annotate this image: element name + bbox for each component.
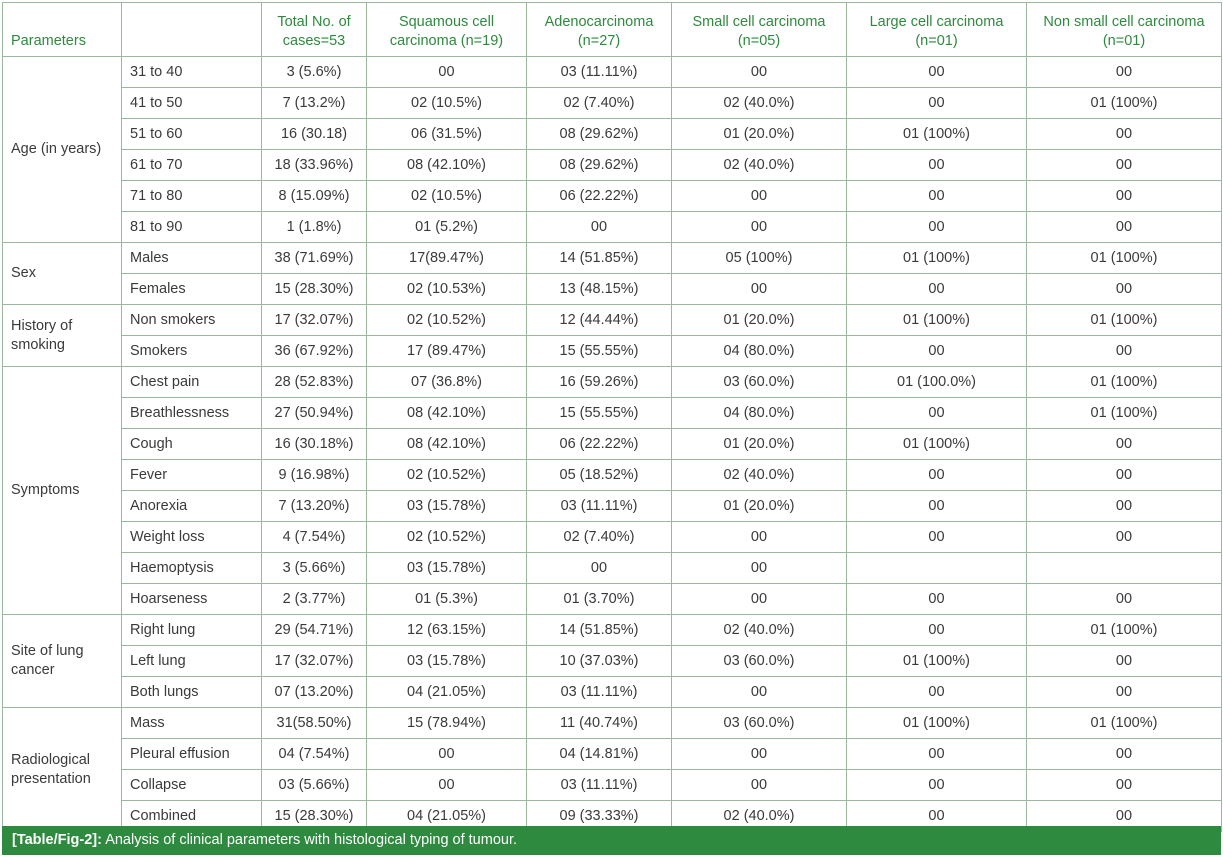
cell-squamous: 02 (10.5%) bbox=[367, 88, 527, 119]
cell-squamous: 12 (63.15%) bbox=[367, 615, 527, 646]
cell-subparameter: 71 to 80 bbox=[122, 181, 262, 212]
cell-adenocarcinoma: 05 (18.52%) bbox=[527, 460, 672, 491]
cell-non-small-cell: 00 bbox=[1027, 739, 1222, 770]
cell-total: 31(58.50%) bbox=[262, 708, 367, 739]
cell-small-cell: 00 bbox=[672, 522, 847, 553]
cell-adenocarcinoma: 16 (59.26%) bbox=[527, 367, 672, 398]
cell-large-cell: 01 (100%) bbox=[847, 646, 1027, 677]
cell-total: 03 (5.66%) bbox=[262, 770, 367, 801]
cell-adenocarcinoma: 08 (29.62%) bbox=[527, 119, 672, 150]
cell-large-cell: 00 bbox=[847, 88, 1027, 119]
cell-total: 3 (5.6%) bbox=[262, 57, 367, 88]
table-row bbox=[3, 553, 1222, 584]
cell-small-cell: 00 bbox=[672, 274, 847, 305]
cell-subparameter: Right lung bbox=[122, 615, 262, 646]
cell-small-cell: 03 (60.0%) bbox=[672, 708, 847, 739]
cell-small-cell: 03 (60.0%) bbox=[672, 367, 847, 398]
cell-adenocarcinoma: 14 (51.85%) bbox=[527, 243, 672, 274]
cell-non-small-cell bbox=[1027, 553, 1222, 584]
cell-total: 17 (32.07%) bbox=[262, 305, 367, 336]
table-row bbox=[3, 460, 1222, 491]
cell-squamous: 02 (10.52%) bbox=[367, 305, 527, 336]
cell-adenocarcinoma: 02 (7.40%) bbox=[527, 522, 672, 553]
cell-adenocarcinoma: 15 (55.55%) bbox=[527, 398, 672, 429]
table-row bbox=[3, 770, 1222, 801]
cell-subparameter: Chest pain bbox=[122, 367, 262, 398]
cell-adenocarcinoma: 03 (11.11%) bbox=[527, 677, 672, 708]
cell-subparameter: Collapse bbox=[122, 770, 262, 801]
cell-small-cell: 00 bbox=[672, 553, 847, 584]
cell-non-small-cell: 01 (100%) bbox=[1027, 615, 1222, 646]
cell-large-cell: 00 bbox=[847, 181, 1027, 212]
cell-small-cell: 04 (80.0%) bbox=[672, 398, 847, 429]
cell-squamous: 02 (10.52%) bbox=[367, 460, 527, 491]
cell-adenocarcinoma: 00 bbox=[527, 553, 672, 584]
cell-squamous: 08 (42.10%) bbox=[367, 150, 527, 181]
cell-small-cell: 01 (20.0%) bbox=[672, 429, 847, 460]
table-row bbox=[3, 739, 1222, 770]
header-cell-squamous: Squamous cell carcinoma (n=19) bbox=[367, 3, 527, 57]
cell-small-cell: 02 (40.0%) bbox=[672, 801, 847, 832]
cell-squamous: 15 (78.94%) bbox=[367, 708, 527, 739]
table-row bbox=[3, 677, 1222, 708]
cell-small-cell: 05 (100%) bbox=[672, 243, 847, 274]
cell-large-cell bbox=[847, 553, 1027, 584]
cell-large-cell: 01 (100%) bbox=[847, 305, 1027, 336]
group-label: Radiological presentation bbox=[3, 708, 122, 832]
cell-squamous: 01 (5.3%) bbox=[367, 584, 527, 615]
group-label: Sex bbox=[3, 243, 122, 305]
cell-non-small-cell: 00 bbox=[1027, 429, 1222, 460]
cell-squamous: 02 (10.52%) bbox=[367, 522, 527, 553]
table-row bbox=[3, 646, 1222, 677]
table-row bbox=[3, 119, 1222, 150]
cell-large-cell: 00 bbox=[847, 274, 1027, 305]
cell-non-small-cell: 00 bbox=[1027, 150, 1222, 181]
caption-text: Analysis of clinical parameters with histological typing of tumour. bbox=[105, 832, 518, 848]
cell-squamous: 03 (15.78%) bbox=[367, 491, 527, 522]
cell-subparameter: Pleural effusion bbox=[122, 739, 262, 770]
table-row bbox=[3, 615, 1222, 646]
header-cell-small-cell: Small cell carcinoma (n=05) bbox=[672, 3, 847, 57]
cell-large-cell: 01 (100%) bbox=[847, 243, 1027, 274]
cell-total: 18 (33.96%) bbox=[262, 150, 367, 181]
cell-large-cell: 00 bbox=[847, 677, 1027, 708]
cell-total: 2 (3.77%) bbox=[262, 584, 367, 615]
cell-non-small-cell: 01 (100%) bbox=[1027, 398, 1222, 429]
cell-small-cell: 03 (60.0%) bbox=[672, 646, 847, 677]
cell-subparameter: Cough bbox=[122, 429, 262, 460]
cell-small-cell: 00 bbox=[672, 677, 847, 708]
header-cell-subparameter bbox=[122, 3, 262, 57]
cell-adenocarcinoma: 06 (22.22%) bbox=[527, 429, 672, 460]
cell-squamous: 00 bbox=[367, 57, 527, 88]
table-row bbox=[3, 491, 1222, 522]
table-row bbox=[3, 584, 1222, 615]
table-row bbox=[3, 243, 1222, 274]
cell-adenocarcinoma: 11 (40.74%) bbox=[527, 708, 672, 739]
group-label: Age (in years) bbox=[3, 57, 122, 243]
cell-non-small-cell: 00 bbox=[1027, 491, 1222, 522]
cell-non-small-cell: 00 bbox=[1027, 522, 1222, 553]
cell-total: 04 (7.54%) bbox=[262, 739, 367, 770]
caption-label: [Table/Fig-2]: bbox=[12, 832, 102, 848]
cell-non-small-cell: 00 bbox=[1027, 584, 1222, 615]
cell-non-small-cell: 00 bbox=[1027, 274, 1222, 305]
table-body bbox=[3, 57, 1222, 832]
cell-subparameter: 61 to 70 bbox=[122, 150, 262, 181]
cell-squamous: 17 (89.47%) bbox=[367, 336, 527, 367]
cell-total: 15 (28.30%) bbox=[262, 801, 367, 832]
cell-large-cell: 01 (100%) bbox=[847, 429, 1027, 460]
table-row bbox=[3, 708, 1222, 739]
cell-squamous: 03 (15.78%) bbox=[367, 553, 527, 584]
cell-large-cell: 01 (100%) bbox=[847, 119, 1027, 150]
group-label: History of smoking bbox=[3, 305, 122, 367]
cell-non-small-cell: 01 (100%) bbox=[1027, 367, 1222, 398]
cell-non-small-cell: 00 bbox=[1027, 801, 1222, 832]
cell-small-cell: 02 (40.0%) bbox=[672, 615, 847, 646]
cell-small-cell: 04 (80.0%) bbox=[672, 336, 847, 367]
cell-subparameter: 31 to 40 bbox=[122, 57, 262, 88]
cell-subparameter: Breathlessness bbox=[122, 398, 262, 429]
cell-non-small-cell: 00 bbox=[1027, 212, 1222, 243]
table-row bbox=[3, 88, 1222, 119]
cell-small-cell: 00 bbox=[672, 57, 847, 88]
cell-squamous: 03 (15.78%) bbox=[367, 646, 527, 677]
cell-adenocarcinoma: 03 (11.11%) bbox=[527, 57, 672, 88]
cell-large-cell: 00 bbox=[847, 770, 1027, 801]
cell-non-small-cell: 00 bbox=[1027, 677, 1222, 708]
cell-small-cell: 00 bbox=[672, 181, 847, 212]
cell-adenocarcinoma: 04 (14.81%) bbox=[527, 739, 672, 770]
cell-total: 7 (13.20%) bbox=[262, 491, 367, 522]
cell-squamous: 06 (31.5%) bbox=[367, 119, 527, 150]
cell-subparameter: Hoarseness bbox=[122, 584, 262, 615]
header-cell-total: Total No. of cases=53 bbox=[262, 3, 367, 57]
cell-subparameter: Males bbox=[122, 243, 262, 274]
table-caption bbox=[2, 826, 1221, 855]
cell-non-small-cell: 01 (100%) bbox=[1027, 88, 1222, 119]
cell-small-cell: 00 bbox=[672, 212, 847, 243]
cell-large-cell: 00 bbox=[847, 584, 1027, 615]
cell-subparameter: Anorexia bbox=[122, 491, 262, 522]
cell-small-cell: 01 (20.0%) bbox=[672, 305, 847, 336]
cell-squamous: 07 (36.8%) bbox=[367, 367, 527, 398]
cell-small-cell: 00 bbox=[672, 739, 847, 770]
group-label: Symptoms bbox=[3, 367, 122, 615]
cell-subparameter: 41 to 50 bbox=[122, 88, 262, 119]
cell-large-cell: 00 bbox=[847, 336, 1027, 367]
group-label: Site of lung cancer bbox=[3, 615, 122, 708]
cell-total: 16 (30.18) bbox=[262, 119, 367, 150]
header-cell-adenocarcinoma: Adenocarcinoma (n=27) bbox=[527, 3, 672, 57]
cell-non-small-cell: 01 (100%) bbox=[1027, 243, 1222, 274]
cell-large-cell: 01 (100.0%) bbox=[847, 367, 1027, 398]
header-row bbox=[3, 3, 1222, 57]
table-row bbox=[3, 336, 1222, 367]
cell-small-cell: 02 (40.0%) bbox=[672, 150, 847, 181]
table-row bbox=[3, 367, 1222, 398]
cell-adenocarcinoma: 13 (48.15%) bbox=[527, 274, 672, 305]
cell-total: 07 (13.20%) bbox=[262, 677, 367, 708]
cell-subparameter: Combined bbox=[122, 801, 262, 832]
cell-subparameter: Fever bbox=[122, 460, 262, 491]
table-row bbox=[3, 150, 1222, 181]
cell-subparameter: 51 to 60 bbox=[122, 119, 262, 150]
cell-non-small-cell: 00 bbox=[1027, 646, 1222, 677]
cell-non-small-cell: 00 bbox=[1027, 336, 1222, 367]
cell-total: 16 (30.18%) bbox=[262, 429, 367, 460]
cell-subparameter: Both lungs bbox=[122, 677, 262, 708]
cell-large-cell: 00 bbox=[847, 801, 1027, 832]
table-row bbox=[3, 429, 1222, 460]
cell-large-cell: 00 bbox=[847, 212, 1027, 243]
cell-squamous: 00 bbox=[367, 739, 527, 770]
header-cell-parameters: Parameters bbox=[3, 3, 122, 57]
cell-squamous: 08 (42.10%) bbox=[367, 429, 527, 460]
cell-total: 8 (15.09%) bbox=[262, 181, 367, 212]
cell-squamous: 08 (42.10%) bbox=[367, 398, 527, 429]
cell-total: 38 (71.69%) bbox=[262, 243, 367, 274]
table-row bbox=[3, 522, 1222, 553]
cell-non-small-cell: 01 (100%) bbox=[1027, 708, 1222, 739]
cell-non-small-cell: 00 bbox=[1027, 119, 1222, 150]
cell-adenocarcinoma: 03 (11.11%) bbox=[527, 491, 672, 522]
cell-large-cell: 00 bbox=[847, 615, 1027, 646]
cell-total: 4 (7.54%) bbox=[262, 522, 367, 553]
cell-subparameter: Weight loss bbox=[122, 522, 262, 553]
cell-total: 1 (1.8%) bbox=[262, 212, 367, 243]
cell-large-cell: 00 bbox=[847, 398, 1027, 429]
cell-subparameter: 81 to 90 bbox=[122, 212, 262, 243]
cell-squamous: 17(89.47%) bbox=[367, 243, 527, 274]
cell-large-cell: 01 (100%) bbox=[847, 708, 1027, 739]
cell-adenocarcinoma: 06 (22.22%) bbox=[527, 181, 672, 212]
cell-small-cell: 01 (20.0%) bbox=[672, 491, 847, 522]
cell-adenocarcinoma: 01 (3.70%) bbox=[527, 584, 672, 615]
cell-non-small-cell: 00 bbox=[1027, 181, 1222, 212]
header-cell-large-cell: Large cell carcinoma (n=01) bbox=[847, 3, 1027, 57]
table-row bbox=[3, 181, 1222, 212]
cell-non-small-cell: 01 (100%) bbox=[1027, 305, 1222, 336]
cell-squamous: 04 (21.05%) bbox=[367, 677, 527, 708]
cell-subparameter: Non smokers bbox=[122, 305, 262, 336]
cell-adenocarcinoma: 08 (29.62%) bbox=[527, 150, 672, 181]
cell-total: 28 (52.83%) bbox=[262, 367, 367, 398]
cell-non-small-cell: 00 bbox=[1027, 770, 1222, 801]
cell-large-cell: 00 bbox=[847, 57, 1027, 88]
cell-subparameter: Haemoptysis bbox=[122, 553, 262, 584]
cell-squamous: 02 (10.53%) bbox=[367, 274, 527, 305]
cell-subparameter: Left lung bbox=[122, 646, 262, 677]
cell-adenocarcinoma: 10 (37.03%) bbox=[527, 646, 672, 677]
cell-total: 29 (54.71%) bbox=[262, 615, 367, 646]
cell-total: 9 (16.98%) bbox=[262, 460, 367, 491]
cell-small-cell: 02 (40.0%) bbox=[672, 88, 847, 119]
cell-non-small-cell: 00 bbox=[1027, 460, 1222, 491]
cell-subparameter: Mass bbox=[122, 708, 262, 739]
cell-large-cell: 00 bbox=[847, 491, 1027, 522]
cell-small-cell: 00 bbox=[672, 770, 847, 801]
cell-adenocarcinoma: 14 (51.85%) bbox=[527, 615, 672, 646]
table-header bbox=[3, 3, 1222, 57]
cell-total: 7 (13.2%) bbox=[262, 88, 367, 119]
table-row bbox=[3, 212, 1222, 243]
cell-squamous: 01 (5.2%) bbox=[367, 212, 527, 243]
cell-total: 15 (28.30%) bbox=[262, 274, 367, 305]
cell-large-cell: 00 bbox=[847, 150, 1027, 181]
cell-large-cell: 00 bbox=[847, 739, 1027, 770]
cell-non-small-cell: 00 bbox=[1027, 57, 1222, 88]
table-row bbox=[3, 274, 1222, 305]
table-row bbox=[3, 305, 1222, 336]
cell-total: 3 (5.66%) bbox=[262, 553, 367, 584]
cell-squamous: 02 (10.5%) bbox=[367, 181, 527, 212]
cell-large-cell: 00 bbox=[847, 522, 1027, 553]
cell-squamous: 00 bbox=[367, 770, 527, 801]
cell-total: 17 (32.07%) bbox=[262, 646, 367, 677]
cell-adenocarcinoma: 03 (11.11%) bbox=[527, 770, 672, 801]
cell-subparameter: Smokers bbox=[122, 336, 262, 367]
cell-squamous: 04 (21.05%) bbox=[367, 801, 527, 832]
cell-total: 27 (50.94%) bbox=[262, 398, 367, 429]
cell-small-cell: 01 (20.0%) bbox=[672, 119, 847, 150]
cell-small-cell: 00 bbox=[672, 584, 847, 615]
cell-adenocarcinoma: 09 (33.33%) bbox=[527, 801, 672, 832]
cell-adenocarcinoma: 15 (55.55%) bbox=[527, 336, 672, 367]
cell-total: 36 (67.92%) bbox=[262, 336, 367, 367]
cell-subparameter: Females bbox=[122, 274, 262, 305]
cell-small-cell: 02 (40.0%) bbox=[672, 460, 847, 491]
cell-adenocarcinoma: 12 (44.44%) bbox=[527, 305, 672, 336]
table-row bbox=[3, 57, 1222, 88]
cell-adenocarcinoma: 02 (7.40%) bbox=[527, 88, 672, 119]
cell-adenocarcinoma: 00 bbox=[527, 212, 672, 243]
header-cell-non-small-cell: Non small cell carcinoma (n=01) bbox=[1027, 3, 1222, 57]
table-row bbox=[3, 398, 1222, 429]
clinical-parameters-table bbox=[2, 2, 1222, 832]
cell-large-cell: 00 bbox=[847, 460, 1027, 491]
